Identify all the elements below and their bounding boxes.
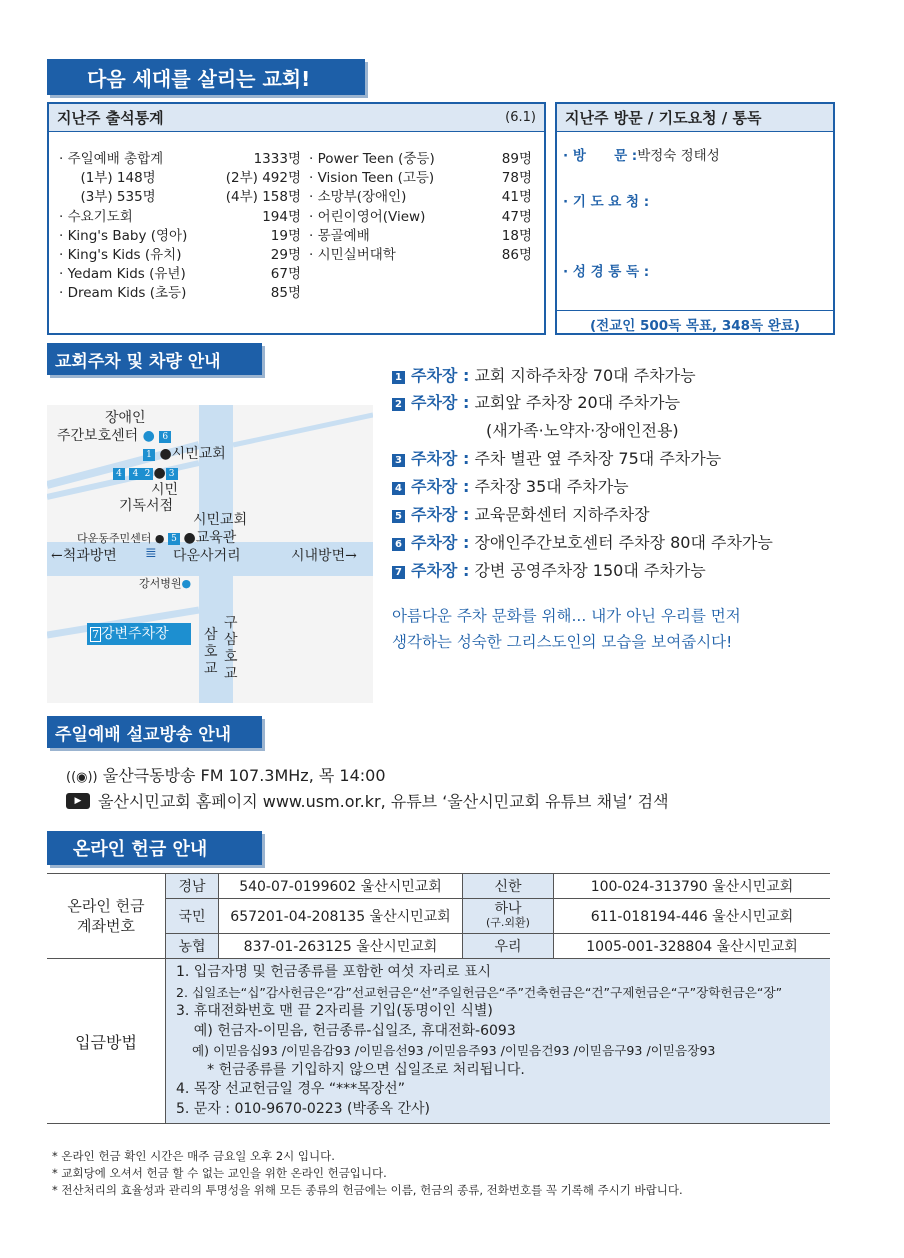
map-right-dir: 시내방면→ xyxy=(291,548,357,564)
parking-item-text: 강변 공영주차장 150대 주차가능 xyxy=(474,561,706,580)
map-marker-4a: 4 xyxy=(113,468,125,480)
map-hospital-text: 강서병원 xyxy=(139,577,182,590)
parking-item-text: (새가족·노약자·장애인전용) xyxy=(486,421,679,440)
map-edu-2: 교육관 xyxy=(195,530,237,546)
radio-icon: ((◉)) xyxy=(66,770,98,785)
broadcast-web xyxy=(66,789,669,812)
account-title-cell xyxy=(47,874,166,959)
attendance-box xyxy=(47,102,546,335)
visit-title: 지난주 방문 / 기도요청 / 통독 xyxy=(565,109,762,127)
map-marker-4b: 4 xyxy=(129,468,141,480)
map-care-center-2-text: 주간보호센터 xyxy=(57,428,139,444)
broadcast-banner-text: 주일예배 설교방송 안내 xyxy=(55,724,232,745)
map-bookstore-2: 기독서점 xyxy=(119,498,174,514)
footnote: * 교회당에 오셔서 헌금 할 수 없는 교인을 위한 온라인 헌금입니다. xyxy=(52,1166,387,1180)
parking-number-badge: 4 xyxy=(392,482,405,495)
attendance-value: (2부) 492명 xyxy=(225,170,301,187)
parking-item-label: 주차장 : xyxy=(411,561,470,580)
parking-item-text: 교회앞 주차장 20대 주차가능 xyxy=(474,393,681,412)
parking-number-badge: 5 xyxy=(392,510,405,523)
parking-item xyxy=(392,477,629,497)
parking-item xyxy=(392,561,706,581)
parking-item xyxy=(486,421,679,441)
bank-cell: 우리 xyxy=(463,934,554,959)
attendance-label: · King's Baby (영아) xyxy=(59,227,188,244)
attendance-title: 지난주 출석통계 xyxy=(57,109,164,127)
attendance-label: · Power Teen (중등) xyxy=(309,151,435,167)
map-edu-1: 시민교회 xyxy=(193,512,248,528)
parking-item-label: 주차장 : xyxy=(411,366,470,385)
visit-box xyxy=(555,102,835,335)
map-marker-3: 3 xyxy=(166,468,178,480)
map-hospital: 강서병원● xyxy=(139,577,192,590)
parking-number-badge: 1 xyxy=(392,371,405,384)
attendance-value: 67명 xyxy=(270,266,301,283)
parking-item-text: 주차장 35대 주차가능 xyxy=(474,477,629,496)
parking-item-text: 주차 별관 옆 주차장 75대 주차가능 xyxy=(474,449,722,468)
attendance-value: 41명 xyxy=(501,189,532,206)
attendance-label: · 어린이영어(View) xyxy=(309,208,426,225)
map-marker-2: 2 xyxy=(141,468,153,480)
parking-item xyxy=(392,366,696,386)
method-line: 3. 휴대전화번호 맨 끝 2자리를 기입(동명이인 식별) xyxy=(176,1003,493,1019)
attendance-label: · Dream Kids (초등) xyxy=(59,285,187,302)
attendance-date: (6.1) xyxy=(505,110,536,125)
attendance-label: · 수요기도회 xyxy=(59,208,133,225)
map-church: 1 ●시민교회 xyxy=(143,443,226,463)
parking-item-label: 주차장 : xyxy=(411,393,470,412)
parking-item-text: 장애인주간보호센터 주차장 80대 주차가능 xyxy=(474,533,773,552)
parking-item xyxy=(392,505,650,525)
attendance-label: · Yedam Kids (유년) xyxy=(59,266,186,283)
map-bookstore-1: 시민 xyxy=(151,482,179,498)
method-line: 1. 입금자명 및 헌금종류를 포함한 여섯 자리로 표시 xyxy=(176,964,491,980)
map-church-text: 시민교회 xyxy=(171,446,226,462)
parking-item xyxy=(392,393,680,413)
attendance-value: 85명 xyxy=(270,285,301,302)
parking-item xyxy=(392,533,773,553)
account-cell: 611-018194-446 울산시민교회 xyxy=(554,899,831,934)
table-row xyxy=(47,874,830,899)
parking-item-text: 교육문화센터 지하주차장 xyxy=(474,505,650,524)
map-edu-row: 다운동주민센터 ● 5 ●교육관 xyxy=(77,530,237,546)
method-line: 5. 문자 : 010-9670-0223 (박종옥 간사) xyxy=(176,1100,430,1117)
reading-note: (전교인 500독 목표, 348독 완료) xyxy=(590,318,800,334)
parking-item-label: 주차장 : xyxy=(411,477,470,496)
prayer-label: · 기 도 요 청 : xyxy=(563,194,650,210)
method-line: 2. 십일조는“십”감사헌금은“감”선교헌금은“선”주일헌금은“주”건축헌금은“건”구제헌금은“구”장학헌금은“장” xyxy=(176,984,783,1000)
attendance-value: 194명 xyxy=(262,208,301,225)
map-daun-center: 다운동주민센터 xyxy=(77,532,152,545)
attendance-header xyxy=(49,104,544,132)
visit-row xyxy=(563,144,720,164)
account-title-2: 계좌번호 xyxy=(77,917,135,935)
map-bridge-2: 구삼호교 xyxy=(224,615,238,682)
attendance-label: · 시민실버대학 xyxy=(309,247,396,263)
map-junction: 다운사거리 xyxy=(173,548,241,564)
parking-message-1: 아름다운 주차 문화를 위해... 내가 아닌 우리를 먼저 xyxy=(392,607,741,625)
attendance-label: · King's Kids (유치) xyxy=(59,247,182,263)
table-row xyxy=(47,959,830,1124)
footnote: * 전산처리의 효율성과 관리의 투명성을 위해 모든 종류의 헌금에는 이름, 헌금의 종류, 전화번호를 꼭 기록해 주시기 바랍니다. xyxy=(52,1183,683,1197)
parking-item-label: 주차장 : xyxy=(411,505,470,524)
map-markers-row: 4 4 2 ● 3 xyxy=(113,465,178,481)
attendance-label: · 소망부(장애인) xyxy=(309,189,407,206)
divider xyxy=(557,310,833,311)
account-table xyxy=(47,873,830,1124)
bank-sub: (구.외환) xyxy=(486,916,530,929)
account-cell: 1005-001-328804 울산시민교회 xyxy=(554,934,831,959)
method-cell xyxy=(166,959,831,1124)
broadcast-radio-text: 울산극동방송 FM 107.3MHz, 목 14:00 xyxy=(102,766,386,785)
attendance-value: 18명 xyxy=(501,227,532,244)
map-marker-6: 6 xyxy=(159,431,171,443)
map-care-center-1: 장애인 xyxy=(105,410,146,426)
map-riverside-parking: 7 강변주차장 xyxy=(87,623,191,645)
parking-number-badge: 6 xyxy=(392,538,405,551)
youtube-icon: ▶ xyxy=(66,793,90,809)
parking-number-badge: 2 xyxy=(392,398,405,411)
attendance-label: · 주일예배 총합계 xyxy=(59,151,164,167)
attendance-label: (3부) 535명 xyxy=(59,189,156,206)
map-riverside-text: 강변주차장 xyxy=(101,626,169,642)
header-banner xyxy=(47,59,365,95)
method-line: 예) 헌금자-이믿음, 헌금종류-십일조, 휴대전화-6093 xyxy=(176,1022,516,1039)
parking-item-label: 주차장 : xyxy=(411,449,470,468)
attendance-value: 29명 xyxy=(270,247,301,263)
header-banner-text: 다음 세대를 살리는 교회! xyxy=(87,66,311,91)
bank-name: 하나 xyxy=(494,901,522,917)
parking-item xyxy=(392,449,721,469)
bank-cell: 신한 xyxy=(463,874,554,899)
bank-cell: 농협 xyxy=(166,934,219,959)
method-line: * 헌금종류를 기입하지 않으면 십일조로 처리됩니다. xyxy=(176,1061,525,1078)
map-marker-1: 1 xyxy=(143,449,155,461)
method-line: 예) 이믿음십93 /이믿음감93 /이믿음선93 /이믿음주93 /이믿음건93 /이믿음구93 /이믿음장93 xyxy=(176,1043,716,1058)
account-cell: 540-07-0199602 울산시민교회 xyxy=(219,874,463,899)
parking-banner-text: 교회주차 및 차량 안내 xyxy=(55,351,221,372)
method-line: 4. 목장 선교헌금일 경우 “***목장선” xyxy=(176,1081,405,1097)
attendance-value: (4부) 158명 xyxy=(225,189,301,206)
offering-banner xyxy=(47,831,262,865)
bank-cell: 국민 xyxy=(166,899,219,934)
method-title: 입금방법 xyxy=(47,959,166,1124)
parking-banner xyxy=(47,343,262,375)
broadcast-radio xyxy=(66,763,386,786)
footnote: * 온라인 헌금 확인 시간은 매주 금요일 오후 2시 입니다. xyxy=(52,1149,335,1163)
bank-cell: 경남 xyxy=(166,874,219,899)
attendance-value: 19명 xyxy=(270,227,301,244)
reading-label: · 성 경 통 독 : xyxy=(563,264,650,280)
attendance-value: 1333명 xyxy=(253,151,301,167)
visit-label: · 방 문 : xyxy=(563,148,638,164)
map-marker-5: 5 xyxy=(168,533,180,545)
map-left-dir: ←척과방면 xyxy=(51,548,117,564)
attendance-value: 47명 xyxy=(501,208,532,225)
parking-number-badge: 7 xyxy=(392,566,405,579)
broadcast-web-text: 울산시민교회 홈페이지 www.usm.or.kr, 유튜브 ‘울산시민교회 유튜브 채널’ 검색 xyxy=(98,792,669,811)
map-care-center-2: 주간보호센터 ● 6 xyxy=(57,425,171,445)
parking-item-label: 주차장 : xyxy=(411,533,470,552)
visit-header xyxy=(557,104,833,132)
account-cell: 100-024-313790 울산시민교회 xyxy=(554,874,831,899)
map-crosswalk-icon: ≣ xyxy=(145,545,157,561)
account-cell: 837-01-263125 울산시민교회 xyxy=(219,934,463,959)
bank-cell xyxy=(463,899,554,934)
parking-item-text: 교회 지하주차장 70대 주차가능 xyxy=(474,366,696,385)
attendance-value: 86명 xyxy=(501,247,532,263)
parking-map xyxy=(47,405,373,703)
attendance-label: · Vision Teen (고등) xyxy=(309,170,435,187)
parking-number-badge: 3 xyxy=(392,454,405,467)
parking-message-2: 생각하는 성숙한 그리스도인의 모습을 보여줍시다! xyxy=(392,633,733,651)
broadcast-banner xyxy=(47,716,262,748)
account-title-1: 온라인 헌금 xyxy=(67,897,145,915)
attendance-value: 78명 xyxy=(501,170,532,187)
account-cell: 657201-04-208135 울산시민교회 xyxy=(219,899,463,934)
attendance-value: 89명 xyxy=(501,151,532,167)
map-bridge-1: 삼호교 xyxy=(204,627,218,677)
visit-value: 박정숙 정태성 xyxy=(637,148,720,164)
attendance-label: (1부) 148명 xyxy=(59,170,156,187)
offering-banner-text: 온라인 헌금 안내 xyxy=(73,839,208,860)
attendance-label: · 몽골예배 xyxy=(309,227,370,244)
